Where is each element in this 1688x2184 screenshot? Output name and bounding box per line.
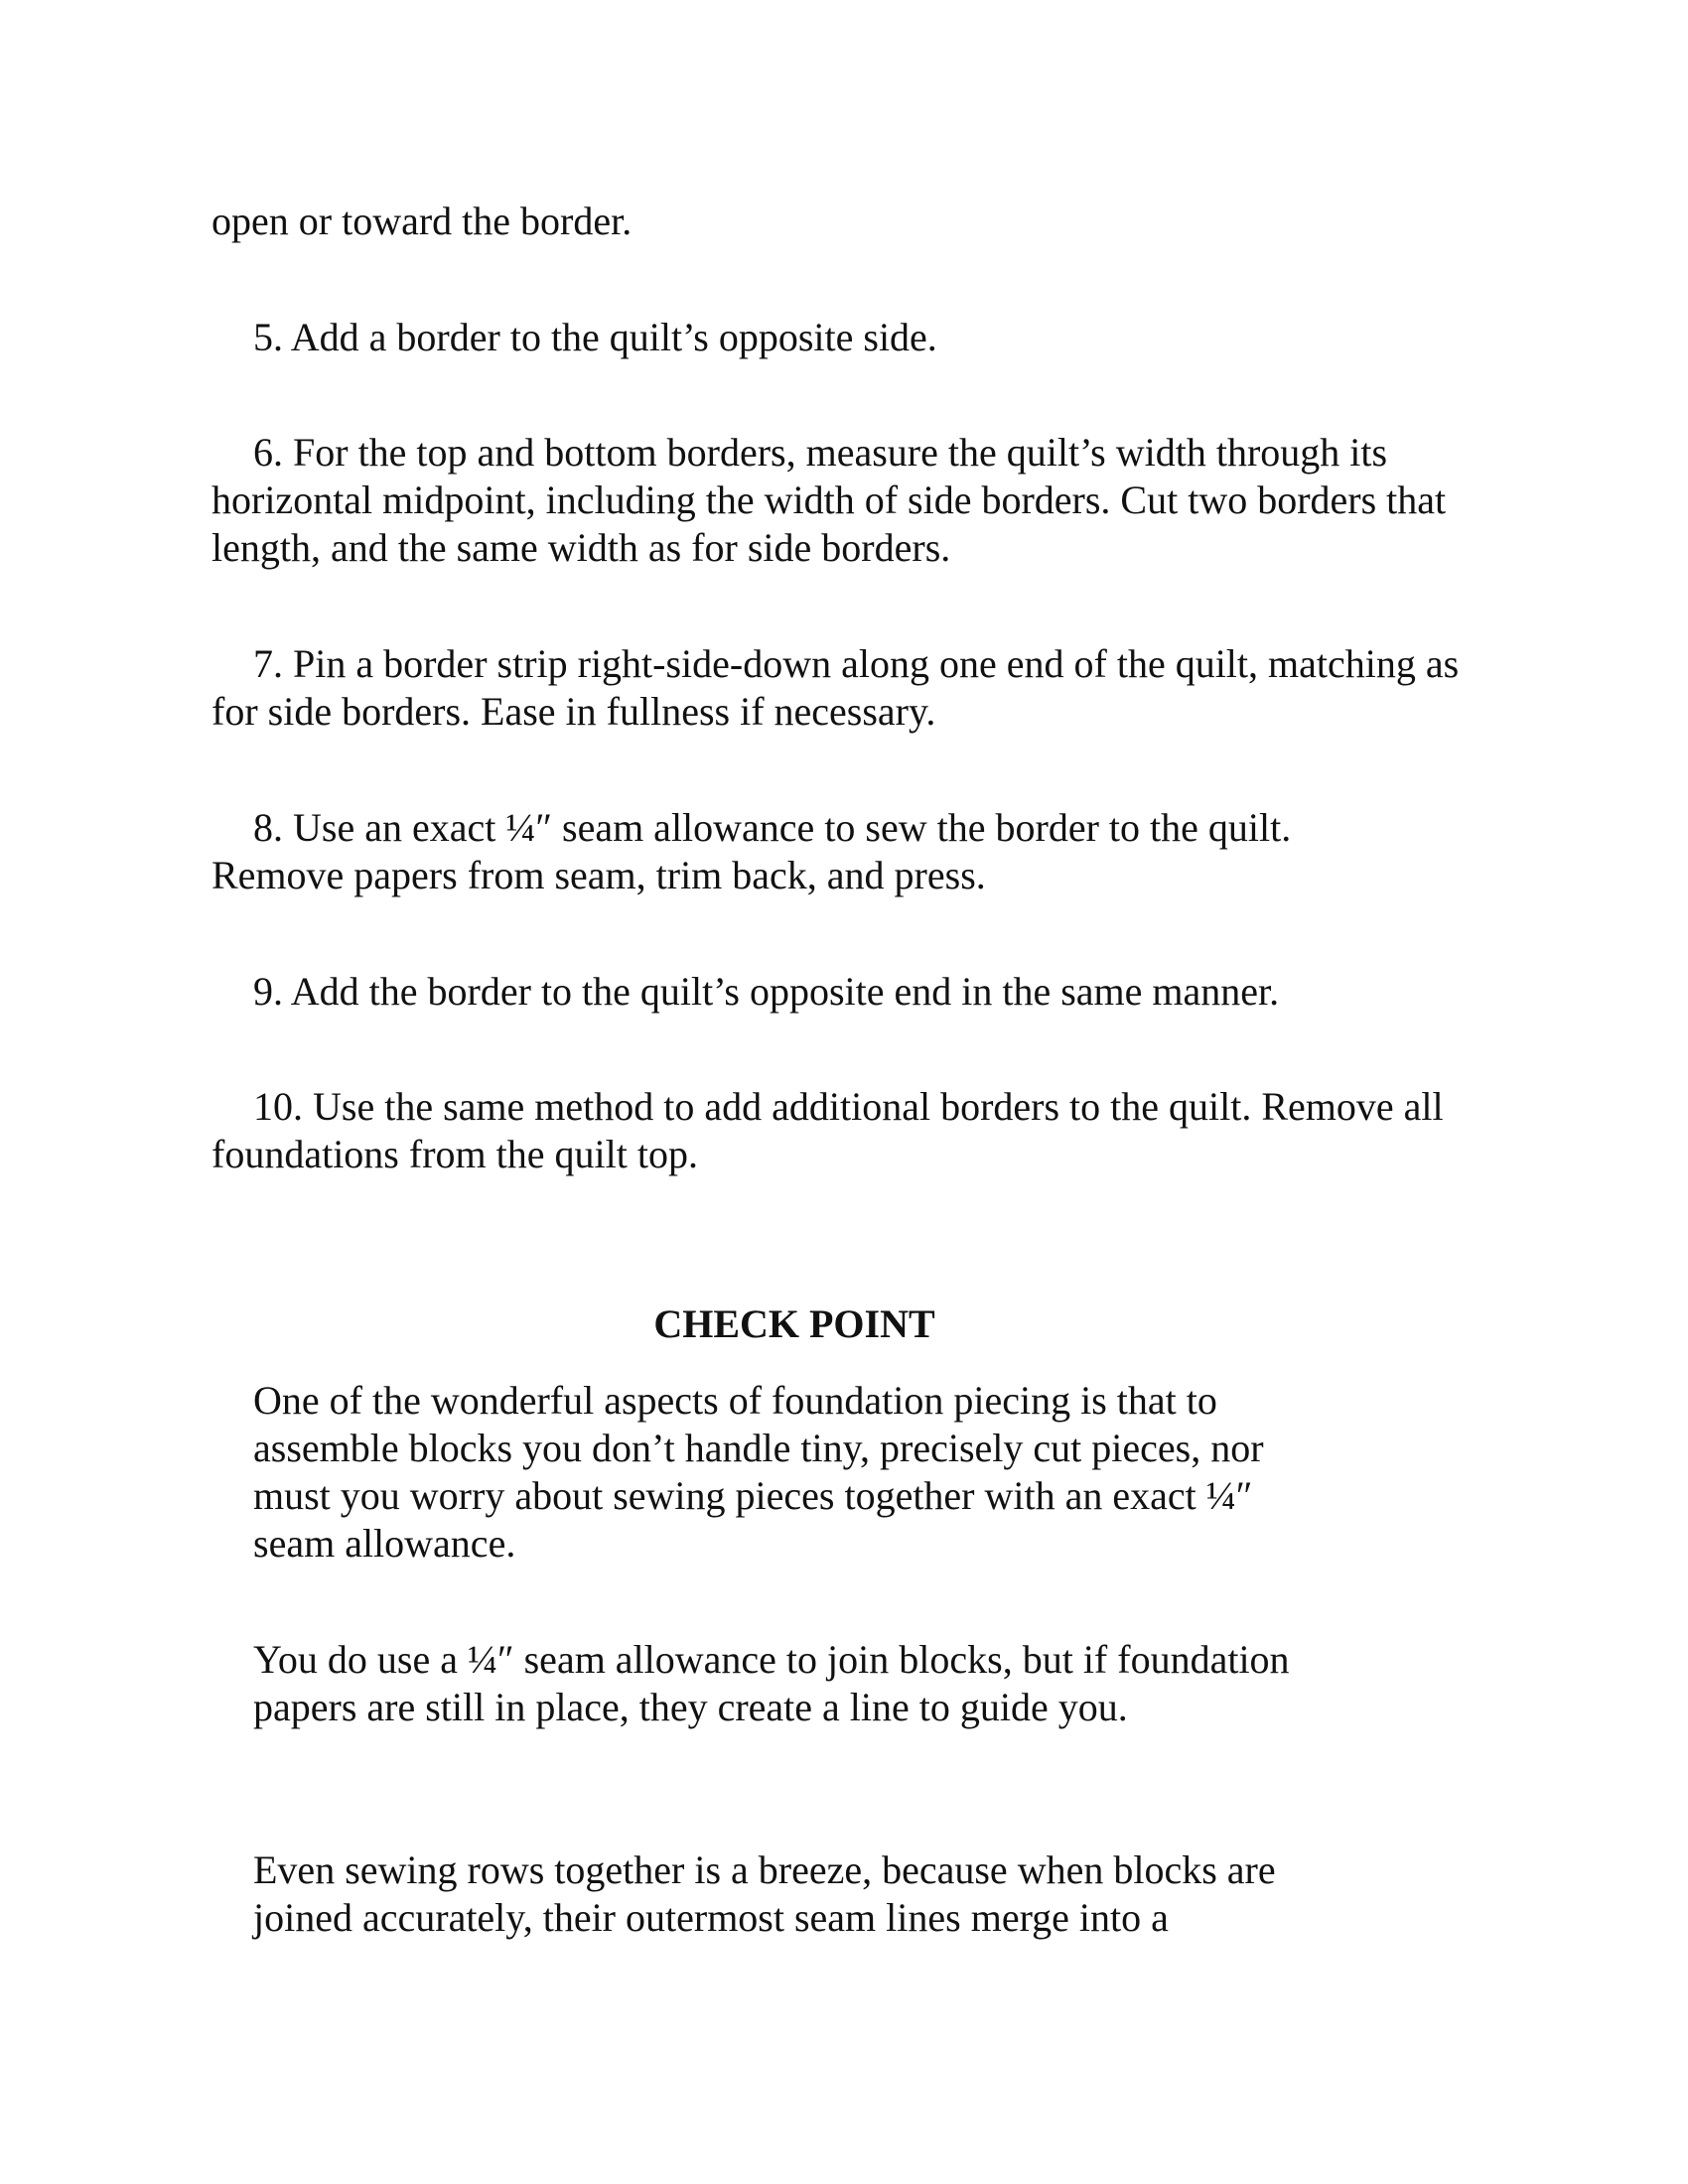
step-10: 10. Use the same method to add additional borders to the quilt. Remove all foundations from the quilt top. [211, 1084, 1444, 1176]
step-5: 5. Add a border to the quilt’s opposite side. [253, 315, 937, 359]
step-7: 7. Pin a border strip right-side-down along one end of the quilt, matching as for side borders. Ease in fullness if necessary. [211, 641, 1460, 734]
checkpoint-paragraph-2: You do use a ¼″ seam allowance to join blocks, but if foundation papers are still in place, they create a line to guide you. [253, 1637, 1290, 1729]
step-9: 9. Add the border to the quilt’s opposite end in the same manner. [253, 969, 1280, 1014]
checkpoint-heading: CHECK POINT [653, 1301, 935, 1346]
step-8: 8. Use an exact ¼″ seam allowance to sew the border to the quilt. Remove papers from seam, trim back, and press. [211, 805, 1292, 897]
step-6: 6. For the top and bottom borders, measure the quilt’s width through its horizontal midpoint, including the width of side borders. Cut two borders that length, and the same width as for side borders. [211, 430, 1447, 570]
continuation-text: open or toward the border. [211, 199, 633, 243]
checkpoint-paragraph-3: Even sewing rows together is a breeze, because when blocks are joined accurately, their outermost seam lines merge into a [253, 1847, 1276, 1940]
checkpoint-paragraph-1: One of the wonderful aspects of foundation piecing is that to assemble blocks you don’t handle tiny, precisely cut pieces, nor must you worry about sewing pieces together with an exact ¼″ seam allowance. [253, 1378, 1264, 1566]
